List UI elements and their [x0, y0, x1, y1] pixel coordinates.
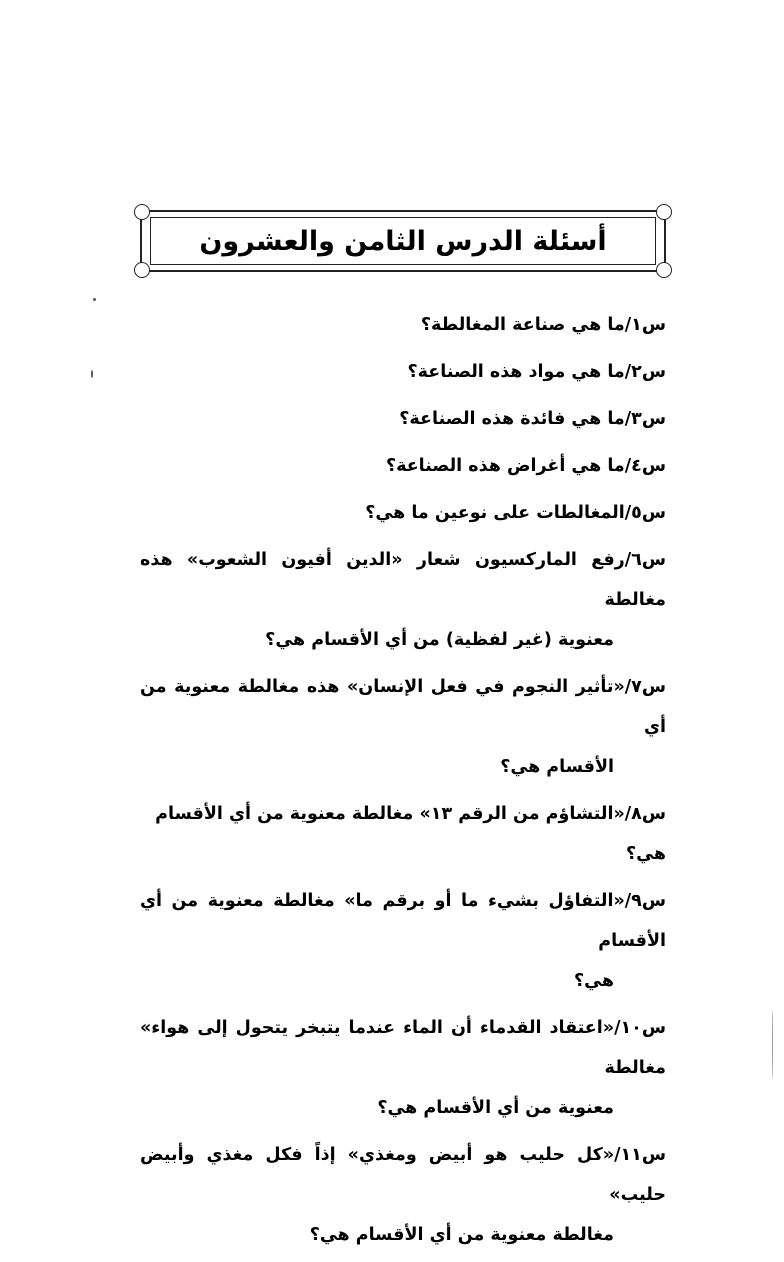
- question-text: س١٠/«اعتقاد القدماء أن الماء عندما يتبخر يتحول إلى هواء» مغالطة: [140, 1018, 666, 1078]
- question-item: [140, 446, 666, 486]
- question-item: [140, 667, 666, 787]
- question-text: س٤/ما هي أغراض هذه الصناعة؟: [385, 456, 666, 476]
- question-text: س١١/«كل حليب هو أبيض ومغذي» إذاً فكل مغذي وأبيض حليب»: [140, 1145, 666, 1205]
- question-item: [140, 1135, 666, 1255]
- question-item: [140, 794, 666, 874]
- question-text: س٦/رفع الماركسيون شعار «الدين أفيون الشعوب» هذه مغالطة: [140, 550, 666, 610]
- question-text: س٢/ما هي مواد هذه الصناعة؟: [407, 362, 666, 382]
- scan-speck: [772, 1010, 773, 1080]
- question-text-continued: الأقسام هي؟: [500, 757, 614, 777]
- question-item: [140, 493, 666, 533]
- scan-speck: [93, 298, 96, 301]
- question-text: س٩/«التفاؤل بشيء ما أو برقم ما» مغالطة معنوية من أي الأقسام: [140, 891, 666, 951]
- scan-speck: [91, 370, 93, 378]
- questions-list: [140, 305, 666, 1262]
- question-text-continued: مغالطة معنوية من أي الأقسام هي؟: [309, 1225, 614, 1245]
- page-title: أسئلة الدرس الثامن والعشرون: [199, 225, 607, 257]
- question-text: س٨/«التشاؤم من الرقم ١٣» مغالطة معنوية من أي الأقسام هي؟: [155, 804, 666, 864]
- question-item: [140, 305, 666, 345]
- question-text-continued: معنوية (غير لفظية) من أي الأقسام هي؟: [265, 630, 614, 650]
- question-item: [140, 352, 666, 392]
- question-text: س٧/«تأثير النجوم في فعل الإنسان» هذه مغالطة معنوية من أي: [140, 677, 666, 737]
- question-text: س١/ما هي صناعة المغالطة؟: [420, 315, 666, 335]
- question-text-continued: معنوية من أي الأقسام هي؟: [377, 1098, 614, 1118]
- question-text: س٣/ما هي فائدة هذه الصناعة؟: [399, 409, 666, 429]
- question-item: [140, 540, 666, 660]
- question-text-continued: هي؟: [574, 971, 614, 991]
- question-item: [140, 1008, 666, 1128]
- question-text: س٥/المغالطات على نوعين ما هي؟: [365, 503, 666, 523]
- question-item: [140, 399, 666, 439]
- question-item: [140, 881, 666, 1001]
- lesson-title-frame: [140, 210, 666, 272]
